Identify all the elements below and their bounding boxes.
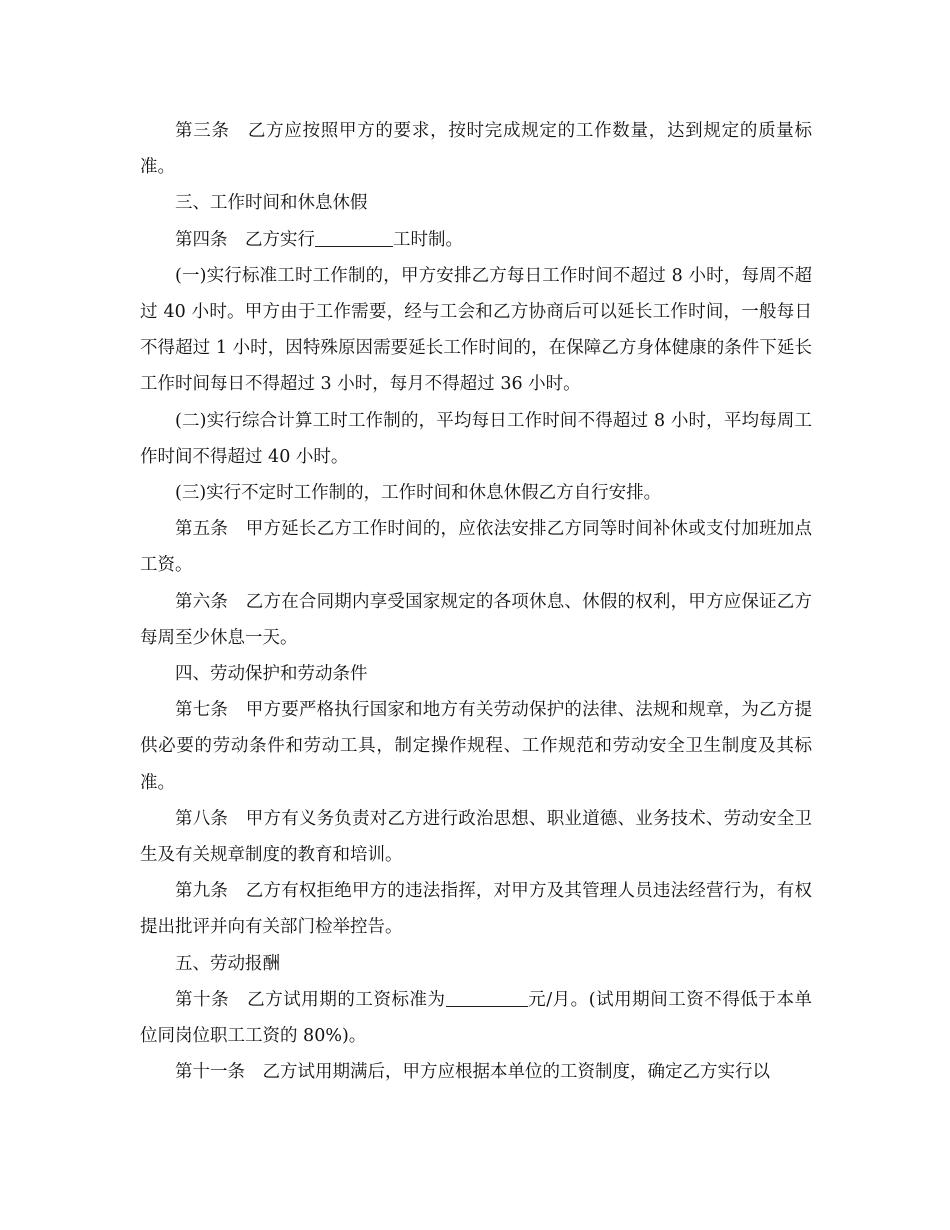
article-8-label: 第八条 [175,808,229,829]
article-9 [140,873,812,945]
article-5 [140,511,812,583]
section-heading-3: 三、工作时间和休息休假 [175,193,368,214]
article-9-label: 第九条 [175,881,229,902]
article-11 [140,1054,812,1090]
fill-in-blank [446,988,528,1007]
article-4-text-after: 工时制。 [393,229,463,250]
clause-4-2: (二)实行综合计算工时工作制的，平均每日工作时间不得超过 8 小时，平均每周工作时间不得超过 40 小时。 [140,410,812,467]
article-10-text-before: 乙方试用期的工资标准为 [246,989,446,1010]
clause-4-1: (一)实行标准工时工作制的，甲方安排乙方每日工作时间不超过 8 小时，每周不超过 40 小时。甲方由于工作需要，经与工会和乙方协商后可以延长工作时间，一般每日不得超过 1 小时，因特殊原因需要延长工作时间的，在保障乙方身体健康的条件下延长工作时间每日不得超过 3 小时，每月不得超过 36 小时。 [140,265,812,395]
article-5-text: 甲方延长乙方工作时间的，应依法安排乙方同等时间补休或支付加班加点工资。 [140,519,813,576]
article-4 [140,222,812,258]
article-10-label: 第十条 [175,989,230,1010]
article-3-text: 乙方应按照甲方的要求，按时完成规定的工作数量，达到规定的质量标准。 [140,121,813,178]
article-6 [140,584,812,656]
section-heading-5: 五、劳动报酬 [175,953,280,974]
article-9-text: 乙方有权拒绝甲方的违法指挥，对甲方及其管理人员违法经营行为，有权提出批评并向有关部门检举控告。 [140,881,813,938]
article-4-label: 第四条 [175,229,228,250]
article-7-label: 第七条 [175,700,229,721]
article-3 [140,113,812,185]
article-8-text: 甲方有义务负责对乙方进行政治思想、职业道德、业务技术、劳动安全卫生及有关规章制度的教育和培训。 [140,808,813,866]
article-3-label: 第三条 [175,121,230,141]
article-8 [140,801,812,873]
article-10 [140,982,812,1054]
article-6-label: 第六条 [175,591,229,612]
clause-4-3: (三)实行不定时工作制的，工作时间和休息休假乙方自行安排。 [175,483,662,504]
article-5-label: 第五条 [175,519,229,540]
article-6-text: 乙方在合同期内享受国家规定的各项休息、休假的权利，甲方应保证乙方每周至少休息一天。 [140,591,813,648]
article-10-text-after: 元/月。(试用期间工资不得低于本单位同岗位职工工资的 80%)。 [140,989,813,1047]
article-7 [140,692,812,801]
article-11-text: 乙方试用期满后，甲方应根据本单位的工资制度，确定乙方实行以 [262,1062,770,1083]
fill-in-blank [315,228,393,247]
article-4-text-before: 乙方实行 [245,229,315,250]
article-7-text: 甲方要严格执行国家和地方有关劳动保护的法律、法规和规章，为乙方提供必要的劳动条件和劳动工具，制定操作规程、工作规范和劳动安全卫生制度及其标准。 [140,700,813,793]
article-11-label: 第十一条 [175,1062,245,1083]
section-heading-4: 四、劳动保护和劳动条件 [175,664,368,685]
document-body [140,113,812,1090]
